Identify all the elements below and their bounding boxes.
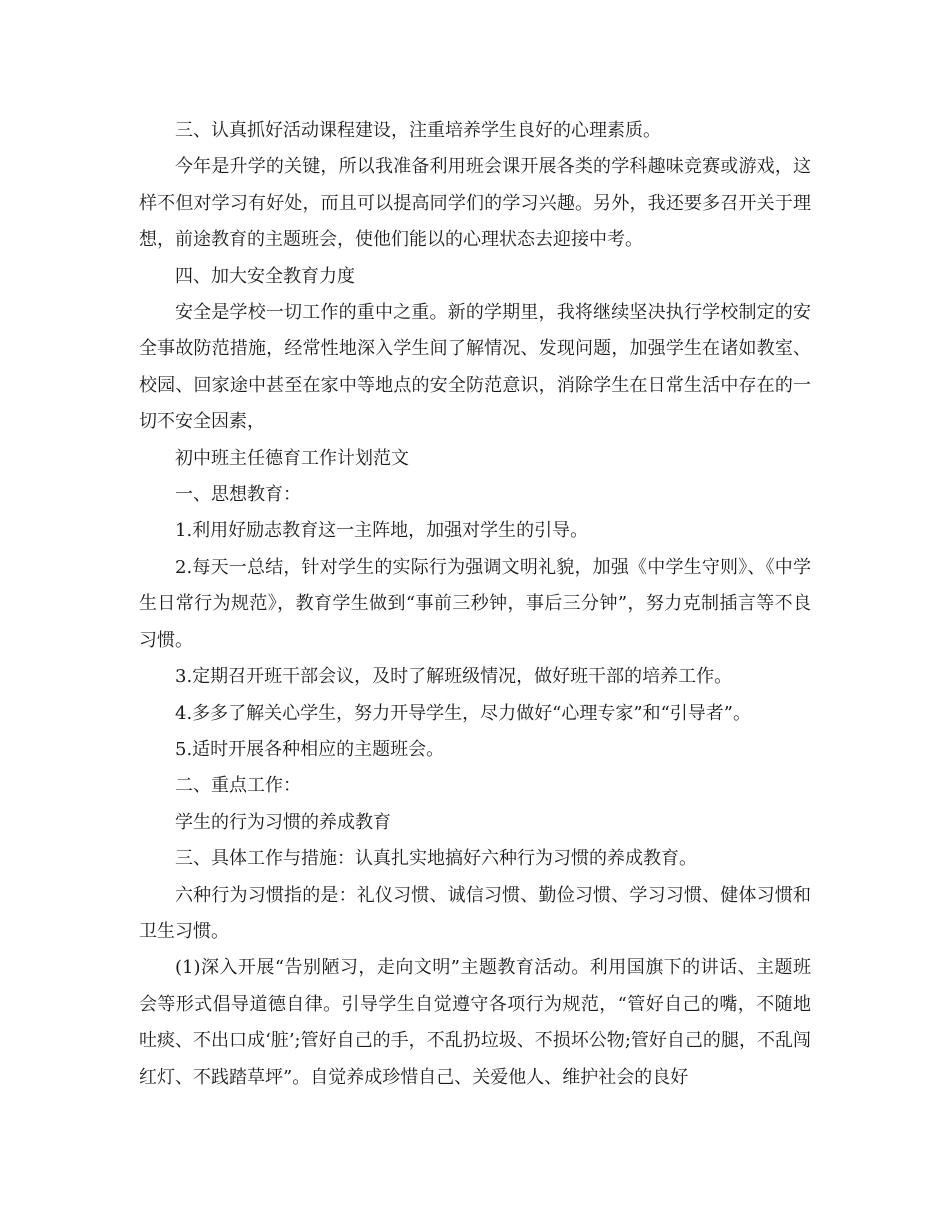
paragraph-document-title: 初中班主任德育工作计划范文 xyxy=(175,447,409,469)
paragraph-safety-education: 安全是学校一切工作的重中之重。新的学期里，我将继续坚决执行学校制定的安全事故防范措施，经常性地深入学生间了解情况、发现问题，加强学生在诸如教室、校园、回家途中甚至在家中等地点的安全防范意识，消除学生在日常生活中存在的一切不安全因素， xyxy=(139,302,811,433)
document-body xyxy=(139,113,811,1096)
paragraph-section-four-heading: 四、加大安全教育力度 xyxy=(175,265,355,287)
paragraph-class-meeting-plan: 今年是升学的关键，所以我准备利用班会课开展各类的学科趣味竞赛或游戏，这样不但对学习有好处，而且可以提高同学们的学习兴趣。另外，我还要多召开关于理想，前途教育的主题班会，使他们能以的心理状态去迎接中考。 xyxy=(139,156,811,251)
paragraph-ideology-heading: 一、思想教育： xyxy=(175,484,301,506)
paragraph-civility-campaign: (1)深入开展“告别陋习，走向文明”主题教育活动。利用国旗下的讲话、主题班会等形式倡导道德自律。引导学生自觉遵守各项行为规范，“管好自己的嘴，不随地吐痰、不出口成‘脏’;管好自己的手，不乱扔垃圾、不损坏公物;管好自己的腿，不乱闯红灯、不践踏草坪”。自觉养成珍惜自己、关爱他人、维护社会的良好 xyxy=(139,957,811,1088)
paragraph-six-habits: 六种行为习惯指的是：礼仪习惯、诚信习惯、勤俭习惯、学习习惯、健体习惯和卫生习惯。 xyxy=(139,884,811,942)
list-item-4: 4.多多了解关心学生，努力开导学生，尽力做好“心理专家”和“引导者”。 xyxy=(175,702,751,724)
paragraph-key-work-heading: 二、重点工作： xyxy=(175,775,301,797)
list-item-3: 3.定期召开班干部会议，及时了解班级情况，做好班干部的培养工作。 xyxy=(175,666,733,688)
paragraph-section-three-heading: 三、认真抓好活动课程建设，注重培养学生良好的心理素质。 xyxy=(175,120,661,141)
paragraph-measures-heading: 三、具体工作与措施：认真扎实地搞好六种行为习惯的养成教育。 xyxy=(175,848,697,870)
list-item-1: 1.利用好励志教育这一主阵地，加强对学生的引导。 xyxy=(175,520,589,542)
paragraph-habit-education: 学生的行为习惯的养成教育 xyxy=(175,811,391,833)
list-item-5: 5.适时开展各种相应的主题班会。 xyxy=(175,738,445,760)
list-item-2: 2.每天一总结，针对学生的实际行为强调文明礼貌，加强《中学生守则》、《中学生日常行为规范》，教育学生做到“事前三秒钟，事后三分钟”，努力克制插言等不良习惯。 xyxy=(139,556,811,651)
